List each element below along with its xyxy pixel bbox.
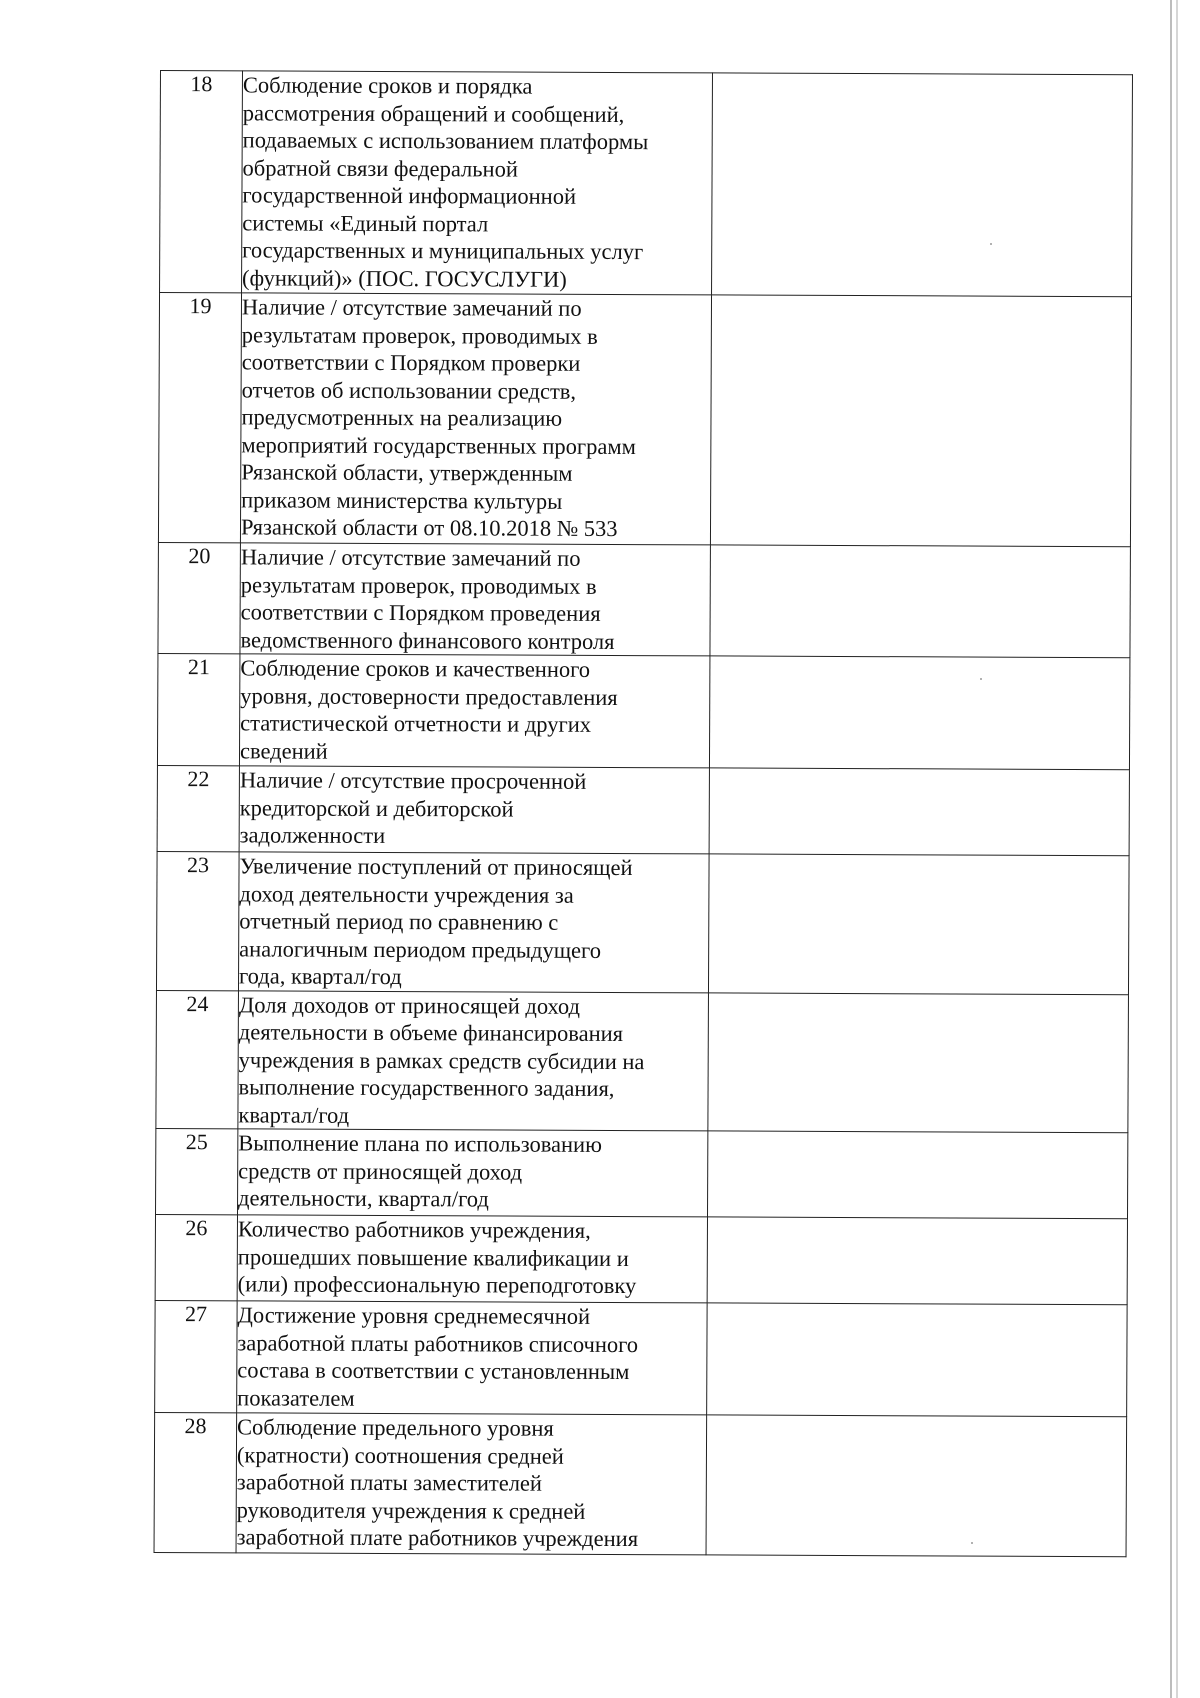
row-number: 25: [156, 1128, 238, 1214]
value-cell: [710, 545, 1130, 658]
value-cell: [709, 656, 1129, 770]
value-cell: [708, 854, 1129, 994]
row-number: 21: [157, 653, 239, 765]
table-row: [157, 765, 1129, 855]
value-cell: [708, 992, 1129, 1132]
criterion-text: Соблюдение сроков и порядка рассмотрения обращений и сообщений, подаваемых с использованием платформы обратной связи федеральной государственной информационной системы «Единый портал государственных и муниципальных услуг (функций)» (ПОС. ГОСУСЛУГИ): [242, 71, 713, 295]
row-number: 27: [155, 1300, 237, 1412]
scan-edge-line: [1170, 0, 1172, 1698]
value-cell: [707, 1217, 1127, 1305]
value-cell: [712, 73, 1133, 297]
row-number: 20: [158, 542, 240, 653]
criterion-text: Количество работников учреждения, прошедших повышение квалификации и (или) профессиональную переподготовку: [237, 1215, 707, 1303]
scan-edge-line: [1176, 0, 1178, 1698]
criterion-text: Наличие / отсутствие замечаний по результатам проверок, проводимых в соответствии с Порядком проверки отчетов об использовании средств, предусмотренных на реализацию мероприятий государственных программ Рязанской области, утвержденным приказом министерства культуры Рязанской области от 08.10.2018 № 533: [240, 293, 711, 545]
row-number: 24: [156, 990, 239, 1129]
criterion-text: Наличие / отсутствие просроченной кредиторской и дебиторской задолженности: [239, 766, 709, 854]
value-cell: [709, 768, 1129, 856]
table-row: [154, 1412, 1127, 1556]
scan-speck: [980, 678, 982, 680]
table-row: [156, 1128, 1128, 1218]
value-cell: [710, 295, 1131, 547]
table-row: [158, 293, 1131, 547]
scan-speck: [990, 243, 992, 245]
criterion-text: Соблюдение предельного уровня (кратности) соотношения средней заработной платы заместителей руководителя учреждения к средней заработной плате работников учреждения: [236, 1413, 707, 1555]
row-number: 18: [160, 71, 243, 293]
criterion-text: Увеличение поступлений от приносящей доход деятельности учреждения за отчетный период по сравнению с аналогичным периодом предыдущего года, квартал/год: [238, 852, 709, 993]
row-number: 22: [157, 765, 239, 851]
table-row: [155, 1214, 1127, 1304]
table-row: [157, 653, 1129, 769]
table-row: [160, 71, 1133, 297]
row-number: 23: [156, 851, 239, 990]
criterion-text: Наличие / отсутствие замечаний по результатам проверок, проводимых в соответствии с Порядком проведения ведомственного финансового контроля: [240, 543, 710, 656]
value-cell: [707, 1303, 1127, 1417]
criterion-text: Выполнение плана по использованию средств от приносящей доход деятельности, квартал/год: [238, 1129, 708, 1217]
value-cell: [706, 1415, 1127, 1557]
criterion-text: Достижение уровня среднемесячной заработной платы работников списочного состава в соответствии с установленным показателем: [237, 1301, 707, 1415]
row-number: 28: [154, 1412, 237, 1552]
criterion-text: Соблюдение сроков и качественного уровня, достоверности предоставления статистической отчетности и других сведений: [239, 654, 709, 768]
criteria-table: [154, 70, 1133, 1557]
value-cell: [708, 1131, 1128, 1219]
table-row: [156, 851, 1129, 994]
table-row: [156, 990, 1129, 1133]
table-row: [158, 542, 1130, 657]
scan-speck: [971, 1542, 973, 1544]
criterion-text: Доля доходов от приносящей доход деятельности в объеме финансирования учреждения в рамках средств субсидии на выполнение государственного задания, квартал/год: [238, 990, 709, 1131]
row-number: 19: [158, 293, 241, 543]
row-number: 26: [155, 1214, 237, 1300]
table-row: [155, 1300, 1127, 1416]
